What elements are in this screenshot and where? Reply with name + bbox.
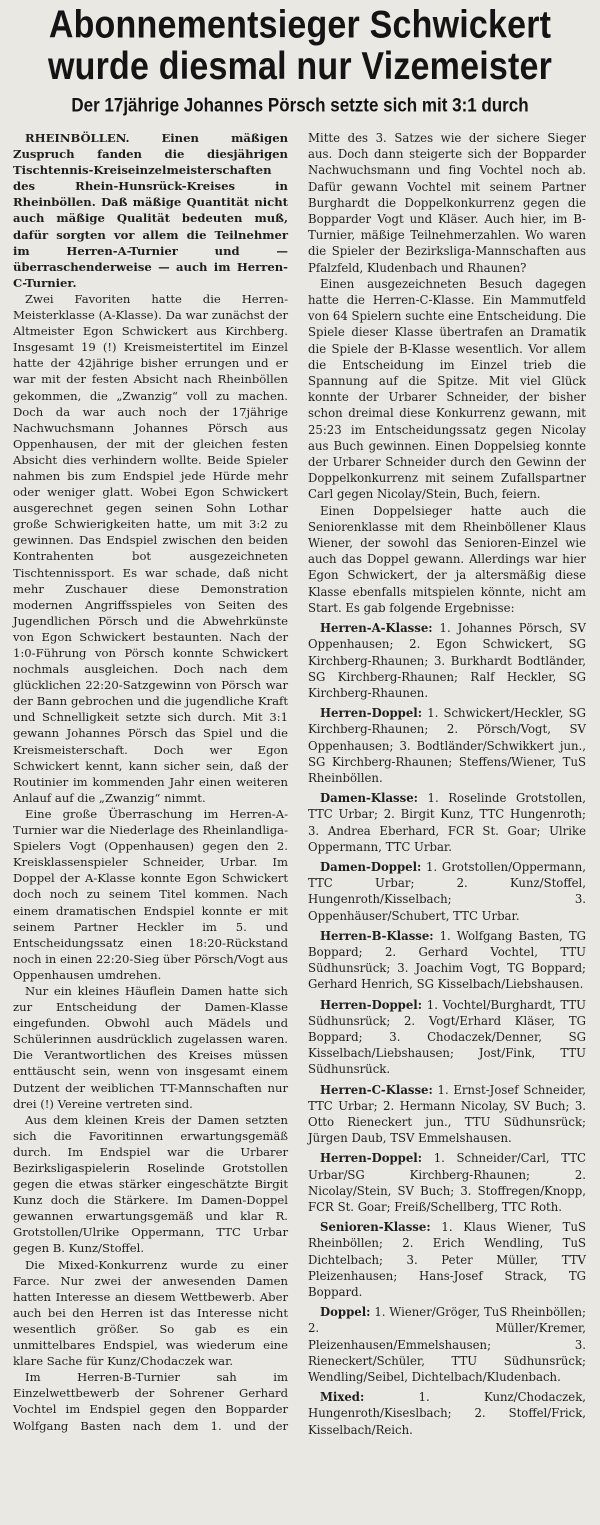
column-left xyxy=(13,130,288,1434)
result-text: 1. Vochtel/Burghardt, TTU Südhunsrück; 2. Vogt/Erhard Kläser, TG Boppard; 3. Chodaczek/Denner, SG Kisselbach/Liebshausen; Jost/Fink, TTU Südhunsrück. xyxy=(308,997,587,1077)
column-right xyxy=(308,130,586,1438)
result-entry xyxy=(308,1082,586,1147)
result-text: 1. Kunz/Chodaczek, Hungenroth/Kiseslbach; 2. Stoffel/Frick, Kisselbach/Reich. xyxy=(308,1390,586,1437)
result-entry xyxy=(308,928,586,993)
subheadline: Der 17jährige Johannes Pörsch setzte sich mit 3:1 durch xyxy=(71,94,529,116)
paragraph-continuation: Mitte des 3. Satzes wie der sichere Sieger aus. Doch dann steigerte sich der Bopparder Nachwuchsmann und fing Vochtel noch ab. Dafür gewann Vochtel mit seinem Partner Burghardt die Doppelkonkurrenz gegen die Bopparder Vogt und Kläser. Auch hier, im B-Turnier, mäßige Teilnehmerzahlen. Wo waren die Spieler der Bezirksliga-Mannschaften aus Pfalzfeld, Kludenbach und Rhaunen? xyxy=(308,131,586,275)
headline-line-1: Abonnementsieger Schwickert xyxy=(48,2,552,47)
result-category: Senioren-Klasse: xyxy=(320,1220,431,1235)
result-category: Damen-Klasse: xyxy=(320,791,418,806)
result-category: Doppel: xyxy=(320,1305,371,1320)
paragraph: Eine große Überraschung im Herren-A-Turnier war die Niederlage des Rheinlandliga-Spielers Vogt (Oppenhausen) gegen den 2. Kreisklassenspieler Schneider, Urbar. Im Doppel der A-Klasse konnte Egon Schwickert doch noch zu seinem Titel kommen. Nach einem dramatischen Endspiel konnte er mit seinem Partner Heckler im 5. und Entscheidungssatz einen 18:20-Rückstand noch in einen 22:20-Sieg über Pörsch/Vogt aus Oppenhausen umdrehen. xyxy=(13,806,288,982)
result-entry xyxy=(308,705,586,786)
result-text: 1. Johannes Pörsch, SV Oppenhausen; 2. Egon Schwickert, SG Kirchberg-Rhaunen; 3. Burkhardt Bodtländer, SG Kirchberg-Rhaunen; Ralf Heckler, SG Kirchberg-Rhaunen. xyxy=(308,621,587,700)
result-category: Damen-Doppel: xyxy=(320,859,422,874)
paragraph: Aus dem kleinen Kreis der Damen setzten sich die Favoritinnen erwartungsgemäß durch. Im Endspiel war die Urbarer Bezirksligaspielerin Roselinde Grotstollen gegen die etwas stärker eingeschätzte Birgit Kunz doch die Stärkere. Im Damen-Doppel gewannen erwartungsgemäß und klar R. Grotstollen/Ulrike Oppermann, TTC Urbar gegen B. Kunz/Stoffel. xyxy=(13,1112,288,1256)
result-text: 1. Klaus Wiener, TuS Rheinböllen; 2. Erich Wendling, TuS Dichtelbach; 3. Peter Müller, TTV Pleizenhausen; Hans-Josef Strack, TG Boppard. xyxy=(308,1220,586,1300)
result-category: Herren-A-Klasse: xyxy=(320,621,433,636)
paragraph-continued: Im Herren-B-Turnier sah im Einzelwettbewerb der Sohrener Gerhard Vochtel im Endspiel gegen den Bopparder Wolfgang Basten nach dem 1. und der xyxy=(13,1370,288,1433)
results-list xyxy=(308,620,586,1438)
result-text: 1. Roselinde Grotstollen, TTC Urbar; 2. Birgit Kunz, TTC Hungenroth; 3. Andrea Eberhard, FCR St. Goar; Ulrike Oppermann, TTC Urbar. xyxy=(308,791,586,854)
result-entry xyxy=(308,1304,586,1385)
result-text: 1. Ernst-Josef Schneider, TTC Urbar; 2. Hermann Nicolay, SV Buch; 3. Otto Rieneckert jun., TTU Südhunsrück; Jürgen Daub, TSV Emmelshausen. xyxy=(308,1082,586,1146)
dateline: RHEINBÖLLEN. xyxy=(25,131,130,145)
result-text: 1. Schneider/Carl, TTC Urbar/SG Kirchberg-Rhaunen; 2. Nicolay/Stein, SV Buch; 3. Stoffregen/Knopp, FCR St. Goar; Freiß/Schellberg, TTC Roth. xyxy=(308,1151,586,1214)
paragraph: Einen ausgezeichneten Besuch dagegen hatte die Herren-C-Klasse. Ein Mammutfeld von 64 Spielern suchte eine Entscheidung. Die Spiele dieser Klasse übertrafen an Dramatik die Spiele der B-Klasse wesentlich. Vor allem die Entscheidung im Einzel trieb die Spannung auf die Spitze. Mit viel Glück konnte der Urbarer Schneider, der bisher schon dreimal diese Konkurrenz gewann, mit 25:23 im Entscheidungssatz gegen Nicolay aus Buch gewinnen. Einen Doppelsieg konnte der Urbarer Schneider durch den Gewinn der Doppelkonkurrenz mit seinem Zufallspartner Carl gegen Nicolay/Stein, Buch, feiern. xyxy=(308,276,586,502)
result-entry xyxy=(308,997,586,1078)
result-category: Herren-Doppel: xyxy=(320,1151,423,1166)
result-entry xyxy=(308,1389,586,1438)
headline-line-2: wurde diesmal nur Vizemeister xyxy=(47,44,553,88)
result-category: Herren-Doppel: xyxy=(320,706,423,721)
result-text: 1. Wolfgang Basten, TG Boppard; 2. Gerhard Vochtel, TTU Südhunsrück; 3. Joachim Vogt, TG Boppard; Gerhard Henrich, SG Kisselbach/Liebshausen. xyxy=(308,928,586,992)
result-entry xyxy=(308,790,586,855)
paragraph: Einen Doppelsieger hatte auch die Seniorenklasse mit dem Rheinböllener Klaus Wiener, der sowohl das Senioren-Einzel wie auch das Doppel gewann. Allerdings war hier Egon Schwickert, der ja altersmäßig diese Klasse ebenfalls mitspielen könnte, nicht am Start. Es gab folgende Ergebnisse: xyxy=(308,503,586,615)
result-category: Herren-C-Klasse: xyxy=(320,1082,433,1097)
result-category: Herren-Doppel: xyxy=(320,997,423,1012)
result-category: Mixed: xyxy=(320,1390,365,1405)
result-entry xyxy=(308,1150,586,1215)
result-text: 1. Schwickert/Heckler, SG Kirchberg-Rhaunen; 2. Pörsch/Vogt, SV Oppenhausen; 3. Bodtländer/Schwikkert jun., SG Kirchberg-Rhaunen; Steffens/Wiener, TuS Rheinböllen. xyxy=(308,706,586,785)
result-text: 1. Grotstollen/Oppermann, TTC Urbar; 2. Kunz/Stoffel, Hungenroth/Kisselbach; 3. Oppenhäuser/Schubert, TTC Urbar. xyxy=(308,859,586,923)
paragraph: Nur ein kleines Häuflein Damen hatte sich zur Entscheidung der Damen-Klasse eingefunden. Obwohl auch Mädels und Schülerinnen ausdrücklich zugelassen waren. Die Verantwortlichen des Kreises müssen enttäuscht sein, wenn von insgesamt einem Dutzent der weiblichen TT-Mannschaften nur drei (!) Vereine vertreten sind. xyxy=(13,983,288,1111)
result-entry xyxy=(308,620,586,701)
lead-paragraph xyxy=(13,130,288,291)
result-category: Herren-B-Klasse: xyxy=(320,928,434,943)
result-entry xyxy=(308,1219,586,1300)
lead-text: Einen mäßigen Zuspruch fanden die diesjährigen Tischtennis-Kreiseinzelmeisterschaften des Rhein-Hunsrück-Kreises in Rheinböllen. Daß mäßige Quantität nicht auch mäßige Qualität bedeuten muß, dafür sorgten vor allem die Teilnehmer im Herren-A-Turnier und — überraschenderweise — auch im Herren-C-Turnier. xyxy=(13,131,289,290)
headline xyxy=(0,4,600,87)
paragraph: Zwei Favoriten hatte die Herren-Meisterklasse (A-Klasse). Da war zunächst der Altmeister Egon Schwickert aus Kirchberg. Insgesamt 19 (!) Kreismeistertitel im Einzel hatte der 42jährige bisher errungen und er war mit der festen Absicht nach Rheinböllen gekommen, die „Zwanzig“ voll zu machen. Doch da war auch noch der 17jährige Nachwuchsmann Johannes Pörsch aus Oppenhausen, der mit der gleichen festen Absicht dies verhindern wollte. Beide Spieler nahmen bis zum Endspiel jede Hürde mehr oder weniger glatt. Wobei Egon Schwickert ausgerechnet gegen seinen Sohn Lothar große Schwierigkeiten hatte, um mit 3:2 zu gewinnen. Das Endspiel zwischen den beiden Kontrahenten bot ausgezeichneten Tischtennissport. Es war schade, daß nicht mehr Zuschauer diese Demonstration modernen Angriffsspieles von Seiten des Jugendlichen Pörsch und die Abwehrkünste von Egon Schwickert bestaunten. Nach der 1:0-Führung von Pörsch konnte Schwickert nochmals ausgleichen. Doch nach dem glücklichen 22:20-Satzgewinn von Pörsch war der Bann gebrochen und die jugendliche Kraft und Schnelligkeit setzte sich durch. Mit 3:1 gewann Johannes Pörsch das Spiel und die Kreismeisterschaft. Doch wer Egon Schwickert kennt, kann sicher sein, daß der Routinier im kommenden Jahr einen weiteren Anlauf auf die „Zwanzig“ nimmt. xyxy=(13,291,288,805)
result-text: 1. Wiener/Gröger, TuS Rheinböllen; 2. Müller/Kremer, Pleizenhausen/Emmelshausen; 3. Rieneckert/Schüler, TTU Südhunsrück; Wendling/Seibel, Dichtelbach/Kludenbach. xyxy=(308,1305,586,1385)
paragraph: Die Mixed-Konkurrenz wurde zu einer Farce. Nur zwei der anwesenden Damen hatten Interesse an diesem Wettbewerb. Aber auch bei den Herren ist das Interesse nicht wesentlich größer. So gab es ein unmittelbares Endspiel, was wiederum eine klare Sache für Kunz/Chodaczek war. xyxy=(13,1257,288,1369)
result-entry xyxy=(308,859,586,924)
